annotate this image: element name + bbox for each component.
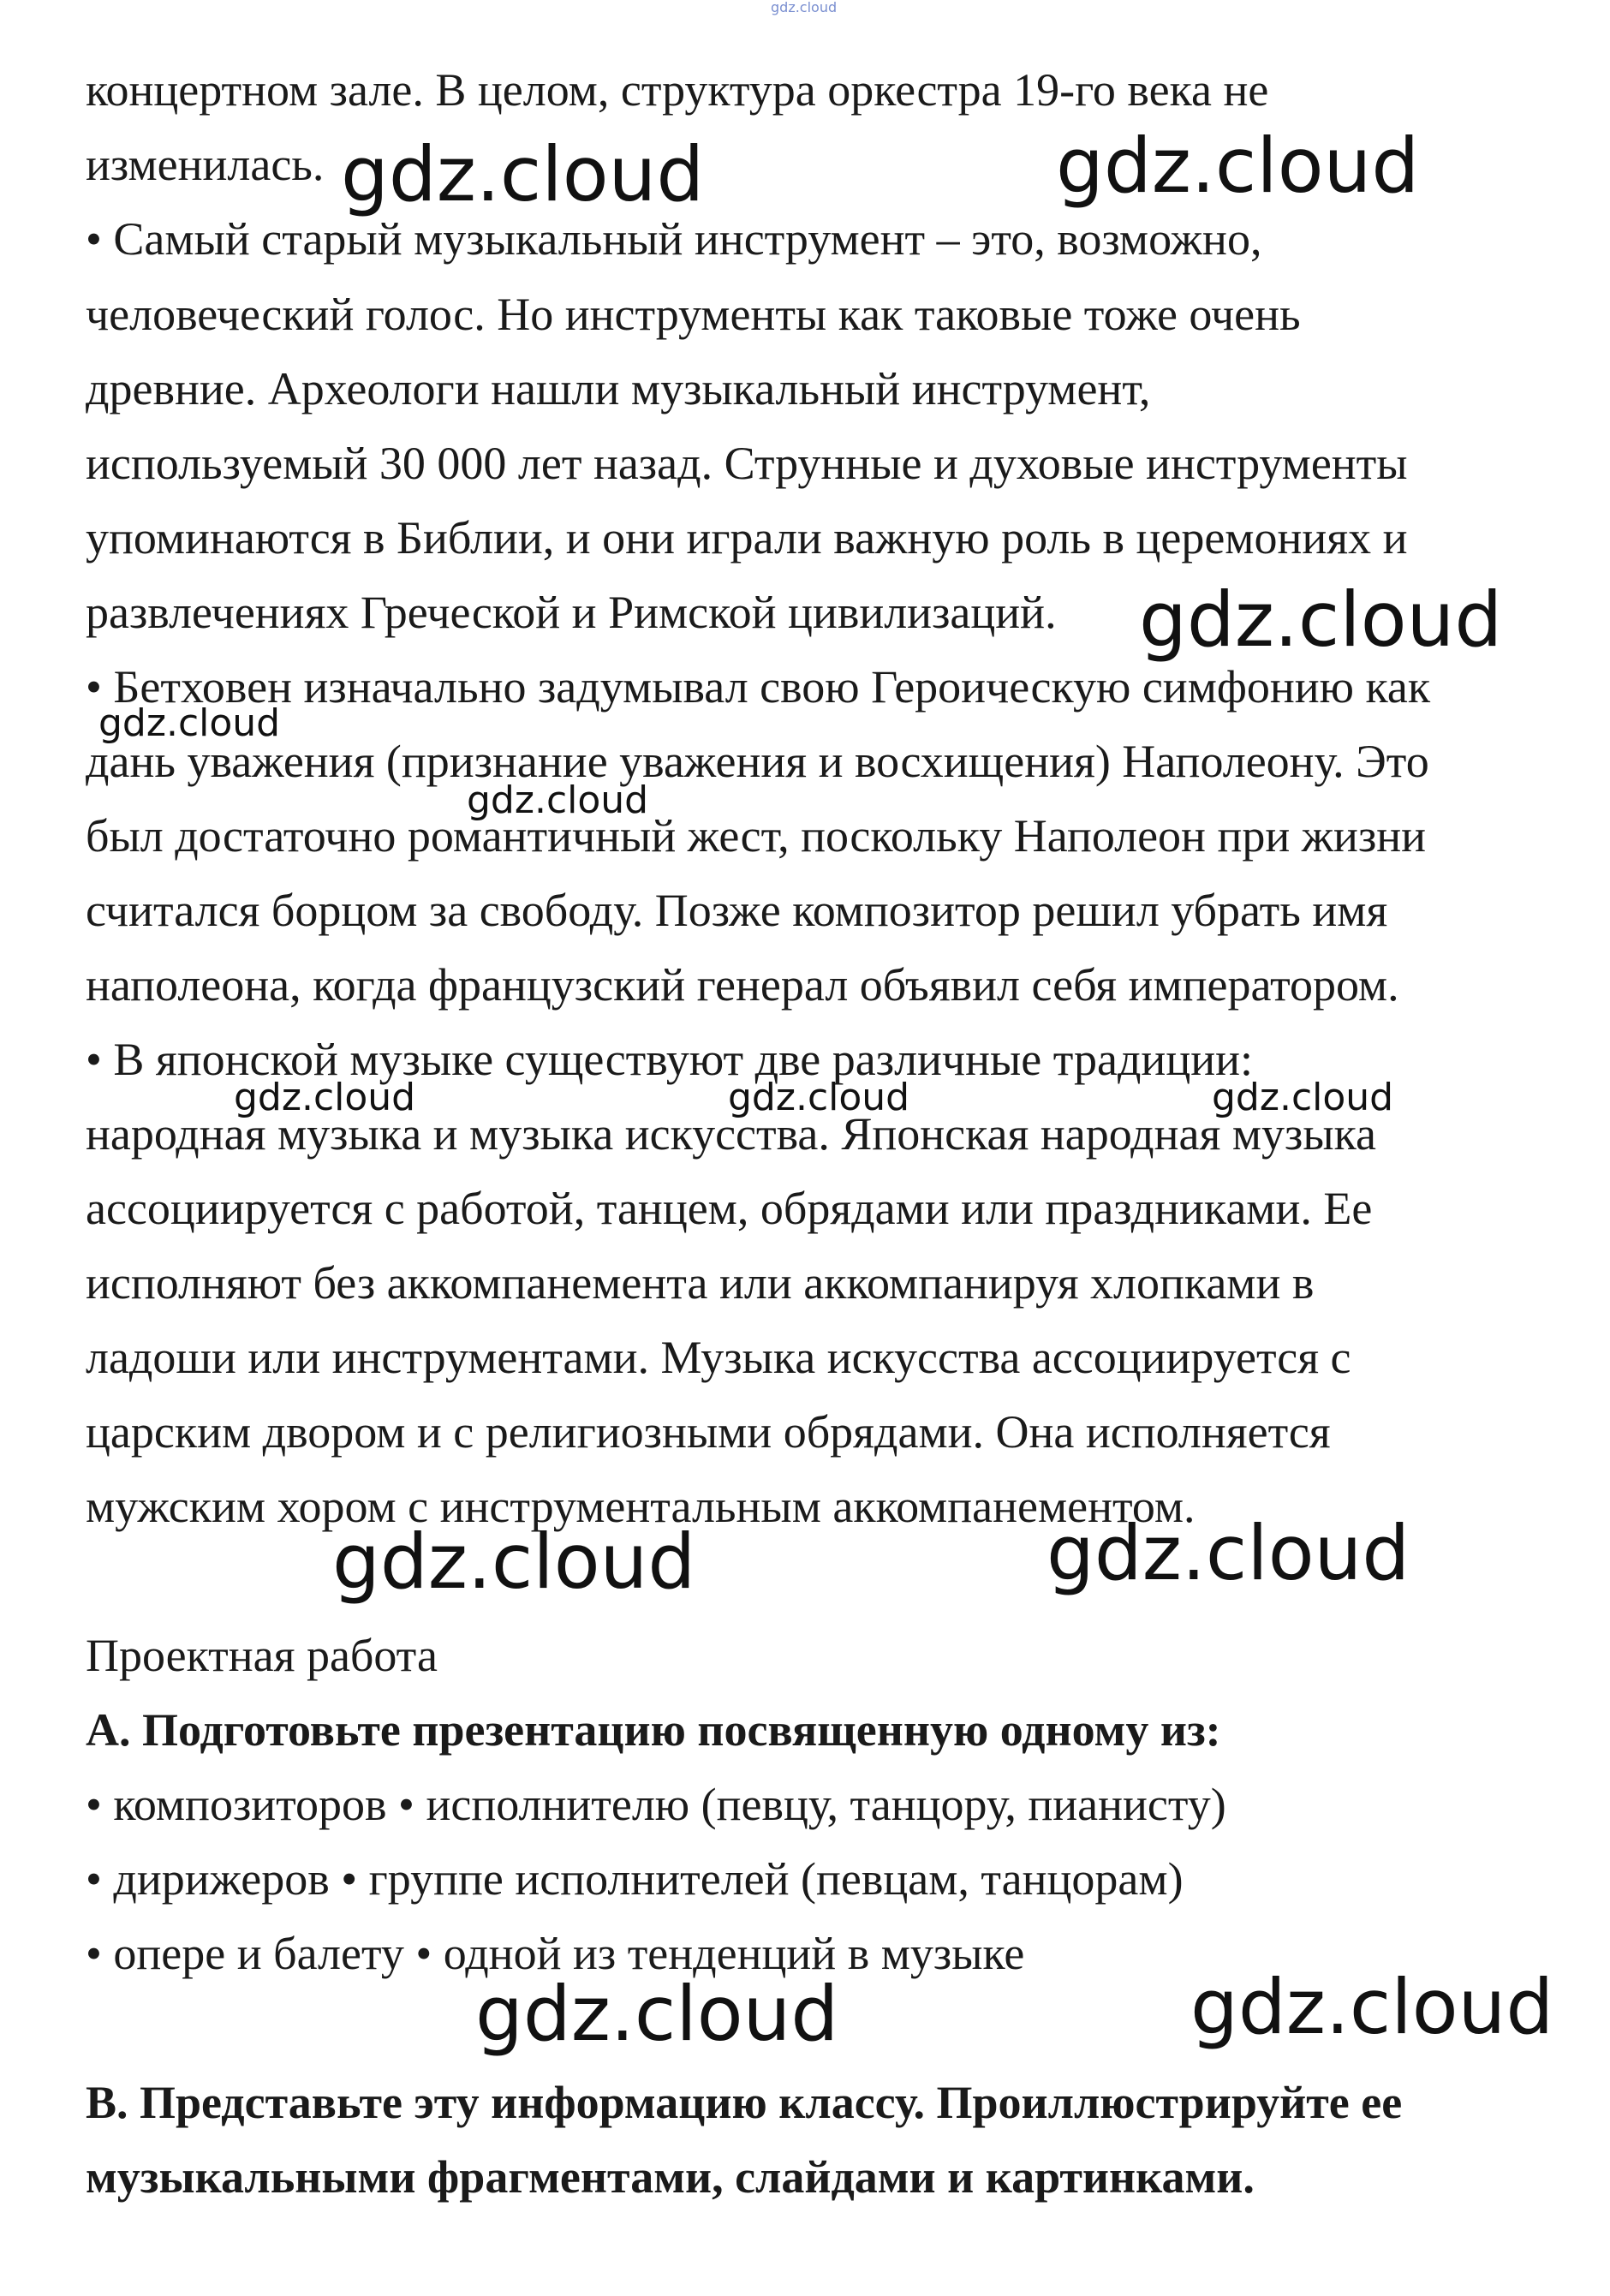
oldest-instrument-line-5: упоминаются в Библии, и они играли важную роль в церемониях и bbox=[86, 512, 1408, 564]
watermark: gdz.cloud bbox=[1212, 1076, 1394, 1119]
oldest-instrument-line-6: развлечениях Греческой и Римской цивилизаций. bbox=[86, 587, 1057, 638]
oldest-instrument-line-2: человеческий голос. Но инструменты как таковые тоже очень bbox=[86, 289, 1301, 340]
orchestra-line-2: изменилась. bbox=[86, 139, 325, 190]
watermark: gdz.cloud bbox=[341, 130, 705, 218]
task-b-line-1: В. Представьте эту информацию классу. Проиллюстрируйте ее bbox=[86, 2077, 1403, 2128]
japanese-music-line-7: мужским хором с инструментальным аккомпанементом. bbox=[86, 1481, 1196, 1532]
project-heading: Проектная работа bbox=[86, 1630, 438, 1681]
watermark: gdz.cloud bbox=[475, 1970, 839, 2058]
watermark: gdz.cloud bbox=[332, 1518, 696, 1606]
oldest-instrument-line-3: древние. Археологи нашли музыкальный инструмент, bbox=[86, 363, 1151, 414]
oldest-instrument-line-1: • Самый старый музыкальный инструмент – это, возможно, bbox=[86, 213, 1262, 265]
japanese-music-line-1: • В японской музыке существуют две различные традиции: bbox=[86, 1034, 1254, 1085]
task-a: А. Подготовьте презентацию посвященную одному из: bbox=[86, 1704, 1221, 1756]
watermark: gdz.cloud bbox=[1190, 1963, 1554, 2051]
watermark: gdz.cloud bbox=[728, 1076, 910, 1119]
beethoven-line-2: дань уважения (признание уважения и восхищения) Наполеону. Это bbox=[86, 736, 1429, 787]
watermark: gdz.cloud bbox=[467, 778, 649, 822]
header-watermark: gdz.cloud bbox=[771, 0, 838, 15]
beethoven-line-4: считался борцом за свободу. Позже композитор решил убрать имя bbox=[86, 885, 1388, 936]
oldest-instrument-line-4: используемый 30 000 лет назад. Струнные и духовые инструменты bbox=[86, 438, 1408, 489]
option-line-3: • опере и балету • одной из тенденций в музыке bbox=[86, 1928, 1025, 1979]
japanese-music-line-3: ассоциируется с работой, танцем, обрядами или праздниками. Ее bbox=[86, 1183, 1373, 1234]
japanese-music-line-6: царским двором и с религиозными обрядами. Она исполняется bbox=[86, 1406, 1331, 1458]
watermark: gdz.cloud bbox=[1056, 122, 1420, 210]
option-line-1: • композиторов • исполнителю (певцу, танцору, пианисту) bbox=[86, 1779, 1226, 1830]
watermark: gdz.cloud bbox=[98, 701, 281, 745]
task-b-line-2: музыкальными фрагментами, слайдами и картинками. bbox=[86, 2151, 1255, 2203]
beethoven-line-1: • Бетховен изначально задумывал свою Героическую симфонию как bbox=[86, 661, 1431, 713]
watermark: gdz.cloud bbox=[1046, 1509, 1410, 1597]
option-line-2: • дирижеров • группе исполнителей (певцам, танцорам) bbox=[86, 1853, 1184, 1905]
orchestra-line-1: концертном зале. В целом, структура оркестра 19-го века не bbox=[86, 64, 1269, 116]
japanese-music-line-2: народная музыка и музыка искусства. Японская народная музыка bbox=[86, 1108, 1377, 1160]
japanese-music-line-4: исполняют без аккомпанемента или аккомпанируя хлопками в bbox=[86, 1257, 1315, 1309]
watermark: gdz.cloud bbox=[234, 1076, 416, 1119]
beethoven-line-3: был достаточно романтичный жест, поскольку Наполеон при жизни bbox=[86, 810, 1427, 862]
japanese-music-line-5: ладоши или инструментами. Музыка искусства ассоциируется с bbox=[86, 1332, 1351, 1383]
watermark: gdz.cloud bbox=[1139, 575, 1503, 664]
beethoven-line-5: наполеона, когда французский генерал объявил себя императором. bbox=[86, 959, 1399, 1011]
